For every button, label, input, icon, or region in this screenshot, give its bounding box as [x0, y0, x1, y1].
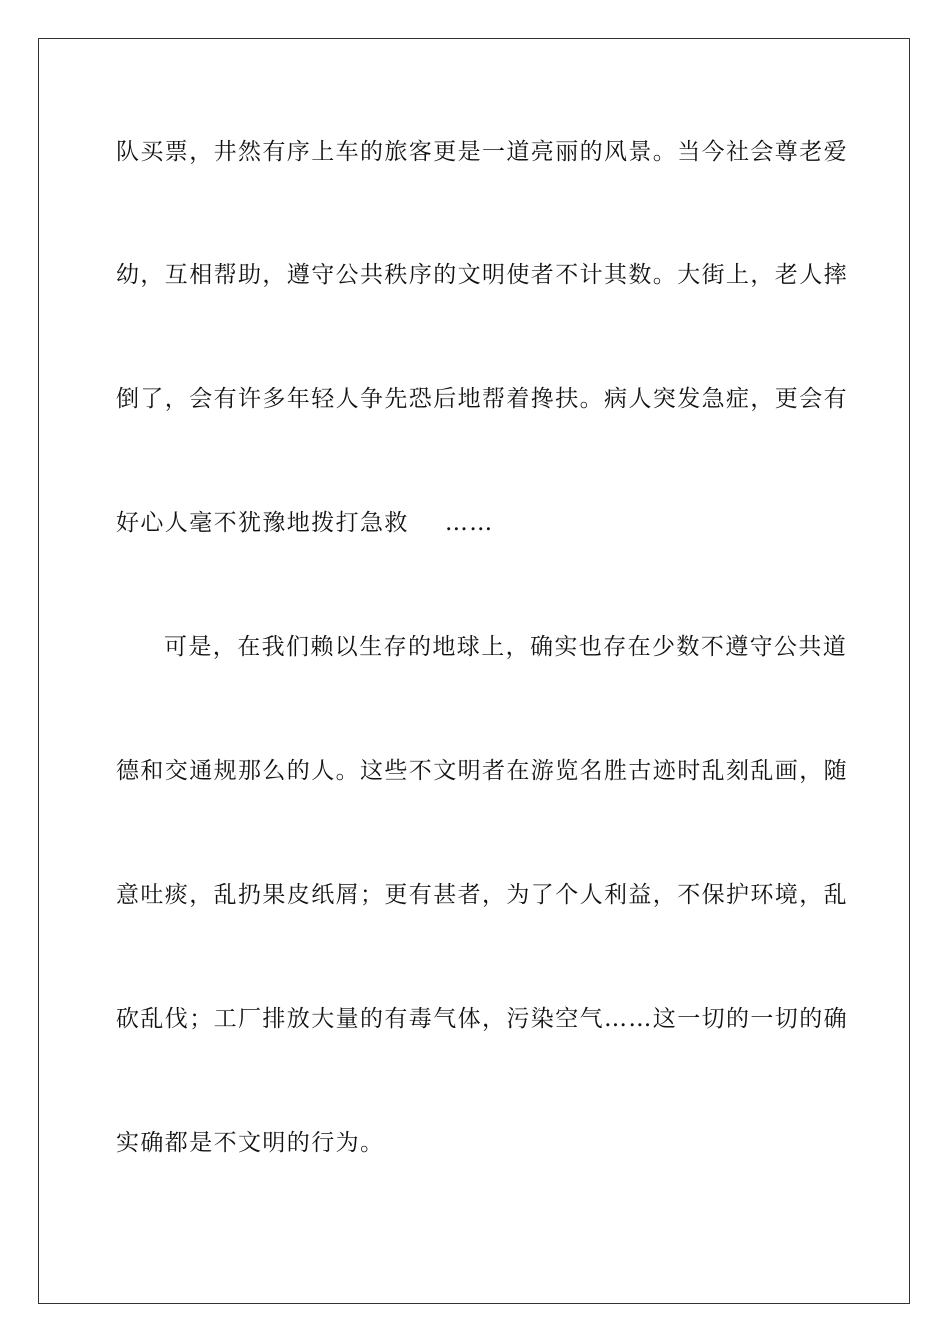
paragraph-line: 幼，互相帮助，遵守公共秩序的文明使者不计其数。大街上，老人摔	[116, 262, 848, 288]
paragraph-line: 砍乱伐；工厂排放大量的有毒气体，污染空气……这一切的一切的确	[116, 1006, 848, 1032]
ellipsis: ……	[444, 510, 494, 536]
paragraph-line: 意吐痰，乱扔果皮纸屑；更有甚者，为了个人利益，不保护环境，乱	[116, 882, 848, 908]
paragraph-line: 倒了，会有许多年轻人争先恐后地帮着搀扶。病人突发急症，更会有	[116, 386, 848, 412]
paragraph-line: 实确都是不文明的行为。	[116, 1130, 385, 1156]
page-border	[38, 38, 910, 1304]
paragraph-line	[116, 508, 832, 538]
paragraph-line: 队买票，井然有序上车的旅客更是一道亮丽的风景。当今社会尊老爱	[116, 139, 848, 165]
paragraph-line: 可是，在我们赖以生存的地球上，确实也存在少数不遵守公共道	[164, 634, 848, 660]
line-text: 好心人毫不犹豫地拨打急救	[116, 510, 409, 536]
paragraph-line: 德和交通规那么的人。这些不文明者在游览名胜古迹时乱刻乱画，随	[116, 758, 848, 784]
